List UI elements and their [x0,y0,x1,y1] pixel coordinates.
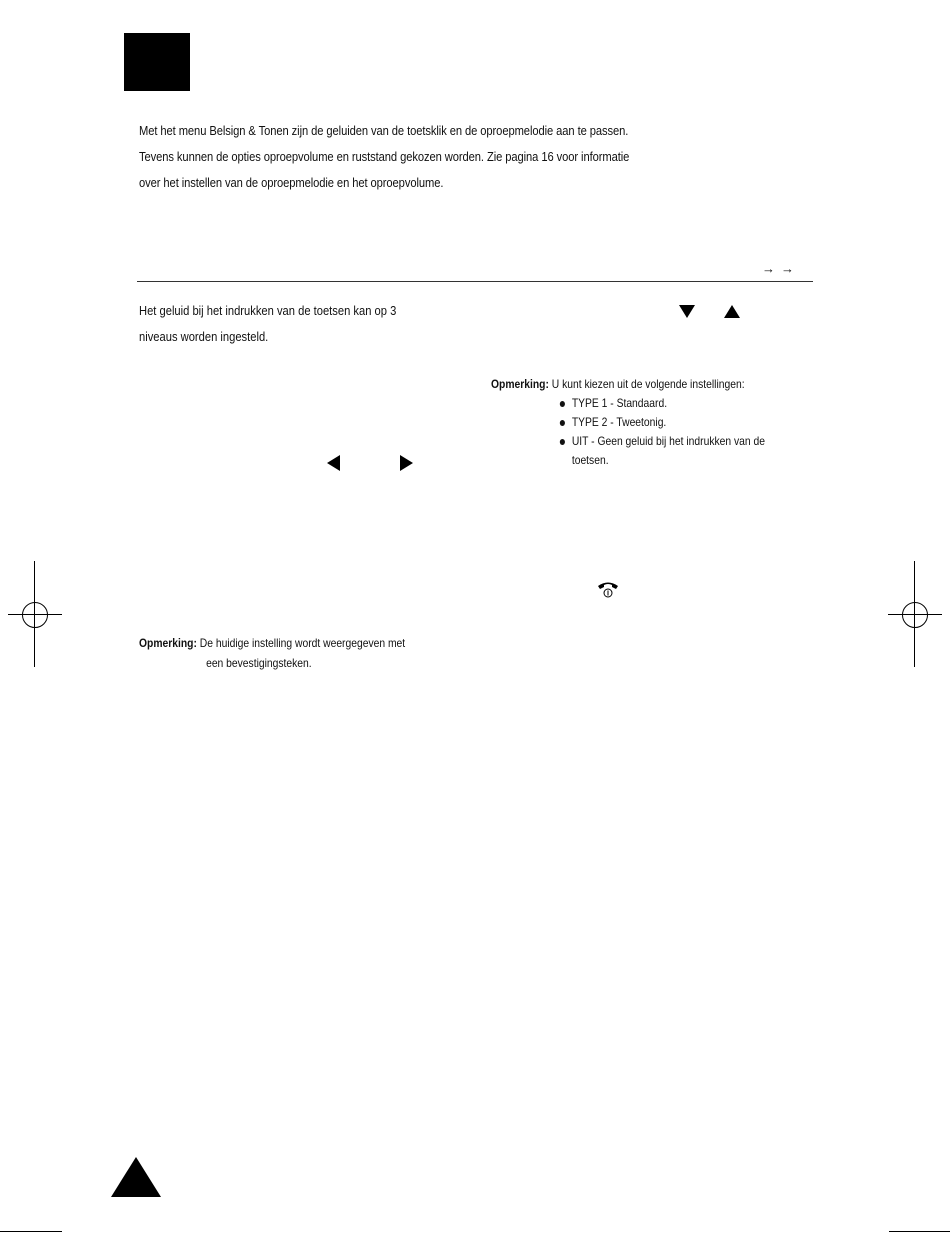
registration-mark-left [8,561,62,667]
settings-list [558,394,818,451]
triangle-down-icon [679,305,695,318]
note-current-setting [139,633,483,673]
note-intro: U kunt kiezen uit de volgende instellingen: [551,377,745,391]
section-line-1: Het geluid bij het indrukken van de toetsen kan op 3 [139,303,397,318]
section-description [139,298,466,350]
list-item: UIT - Geen geluid bij het indrukken van de [558,432,818,451]
note-line-2: een bevestigingsteken. [206,656,312,670]
intro-line-1: Met het menu Belsign & Tonen zijn de geluiden van de toetsklik en de oproepmelodie aan te passen. [139,123,629,138]
note-line-1: De huidige instelling wordt weergegeven met [199,636,406,650]
intro-line-2: Tevens kunnen de opties oproepvolume en ruststand gekozen worden. Zie pagina 16 voor informatie [139,149,630,164]
menu-path-arrows: →→ [762,261,800,276]
list-item: TYPE 2 - Tweetonig. [558,413,818,432]
list-item: TYPE 1 - Standaard. [558,394,818,413]
note-label: Opmerking: [139,636,197,650]
triangle-left-icon [327,455,340,471]
triangle-right-icon [400,455,413,471]
crop-mark-left [0,1231,62,1232]
header-black-square [124,33,190,91]
note-label: Opmerking: [491,377,549,391]
note-settings [491,374,818,470]
list-item-continuation: toetsen. [571,453,609,467]
crop-mark-right [889,1231,950,1232]
triangle-up-icon [724,305,740,318]
end-call-icon [597,580,619,598]
intro-line-3: over het instellen van de oproepmelodie en het oproepvolume. [139,175,444,190]
section-divider [137,281,813,282]
page-corner-triangle [111,1157,161,1197]
registration-mark-right [888,561,942,667]
intro-paragraph [139,118,689,196]
section-line-2: niveaus worden ingesteld. [139,329,269,344]
